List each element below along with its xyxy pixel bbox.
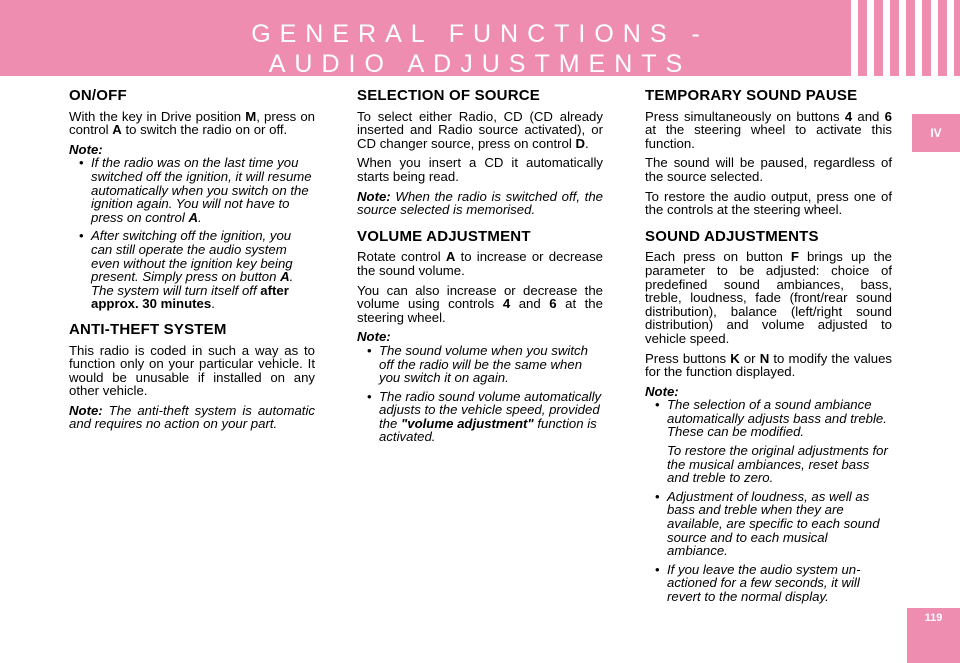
banner-stripe xyxy=(899,0,906,76)
chapter-tab[interactable]: IV xyxy=(912,114,960,152)
column-right xyxy=(645,89,892,609)
note-list xyxy=(357,344,603,444)
pause-paragraph-2: The sound will be paused, regardless of the source selected. xyxy=(645,155,892,184)
page-title-line2: AUDIO ADJUSTMENTS xyxy=(268,50,692,78)
source-paragraph: To select either Radio, CD (CD already inserted and Radio source activated), or CD changer source, press on control D. xyxy=(357,108,603,151)
banner-stripe xyxy=(883,0,890,76)
banner-stripe xyxy=(947,0,954,76)
onoff-paragraph: With the key in Drive position M, press on control A to switch the radio on or off. xyxy=(69,108,315,138)
list-item: • After switching off the ignition, you can still operate the audio system even without the ignition key being present. Simply press on button A. The system will turn itself off after approx. 30 minutes. xyxy=(79,229,315,311)
note-label: Note: xyxy=(69,141,103,157)
list-item-continuation: To restore the original adjustments for the musical ambiances, reset bass and treble to zero. xyxy=(667,443,888,486)
list-item: • The selection of a sound ambiance automatically adjusts bass and treble. These can be modified. xyxy=(655,398,892,439)
note-label: Note: xyxy=(357,329,391,345)
list-item: • If the radio was on the last time you switched off the ignition, it will resume automatically when you switch on the ignition again. You will not have to press on control A. xyxy=(79,156,315,224)
banner-stripe xyxy=(867,0,874,76)
banner-stripe xyxy=(851,0,858,76)
antitheft-paragraph: This radio is coded in such a way as to function only on your particular vehicle. It would be unusable if installed on any other vehicle. xyxy=(69,342,315,399)
column-middle xyxy=(357,89,603,449)
list-item: • The sound volume when you switch off the radio will be the same when you switch it on again. xyxy=(367,344,603,385)
source-heading: SELECTION OF SOURCE xyxy=(357,87,540,104)
antitheft-heading: ANTI-THEFT SYSTEM xyxy=(69,320,227,338)
volume-paragraph: Rotate control A to increase or decrease the sound volume. xyxy=(357,249,603,278)
page-number: 119 xyxy=(907,608,960,663)
antitheft-note: Note: The anti-theft system is automatic and requires no action on your part. xyxy=(69,402,315,432)
sound-heading: SOUND ADJUSTMENTS xyxy=(645,227,819,245)
list-item: • The radio sound volume automatically adjusts to the vehicle speed, provided the "volume adjustment" function is activated. xyxy=(367,390,603,444)
source-note: Note: When the radio is switched off, the source selected is memorised. xyxy=(357,188,603,218)
pause-paragraph: Press simultaneously on buttons 4 and 6 at the steering wheel to activate this function. xyxy=(645,108,892,151)
list-item: • If you leave the audio system un-actioned for a few seconds, it will revert to the normal display. xyxy=(655,563,892,604)
pause-heading: TEMPORARY SOUND PAUSE xyxy=(645,87,858,104)
column-left xyxy=(69,89,315,437)
page-title-line1: GENERAL FUNCTIONS - xyxy=(251,20,709,48)
list-item: • Adjustment of loudness, as well as bass and treble when they are available, are specific to each sound source and to each musical ambiance. xyxy=(655,490,892,558)
note-list xyxy=(69,156,315,311)
volume-heading: VOLUME ADJUSTMENT xyxy=(357,227,531,245)
sound-paragraph: Each press on button F brings up the parameter to be adjusted: choice of predefined sound ambiances, bass, treble, loudness, fade (front/rear sound distribution), balance (left/right sound distribution) and volume adjusted to vehicle speed. xyxy=(645,249,892,346)
volume-paragraph-2: You can also increase or decrease the volume using controls 4 and 6 at the steering wheel. xyxy=(357,282,603,325)
note-list-2 xyxy=(645,490,892,604)
sound-paragraph-2: Press buttons K or N to modify the values for the function displayed. xyxy=(645,350,892,380)
note-list xyxy=(645,398,892,439)
banner-stripe xyxy=(915,0,922,76)
pause-paragraph-3: To restore the audio output, press one of the controls at the steering wheel. xyxy=(645,188,892,218)
onoff-heading: ON/OFF xyxy=(69,87,127,104)
source-paragraph-2: When you insert a CD it automatically starts being read. xyxy=(357,155,603,184)
note-label: Note: xyxy=(645,383,679,399)
banner-stripe xyxy=(931,0,938,76)
